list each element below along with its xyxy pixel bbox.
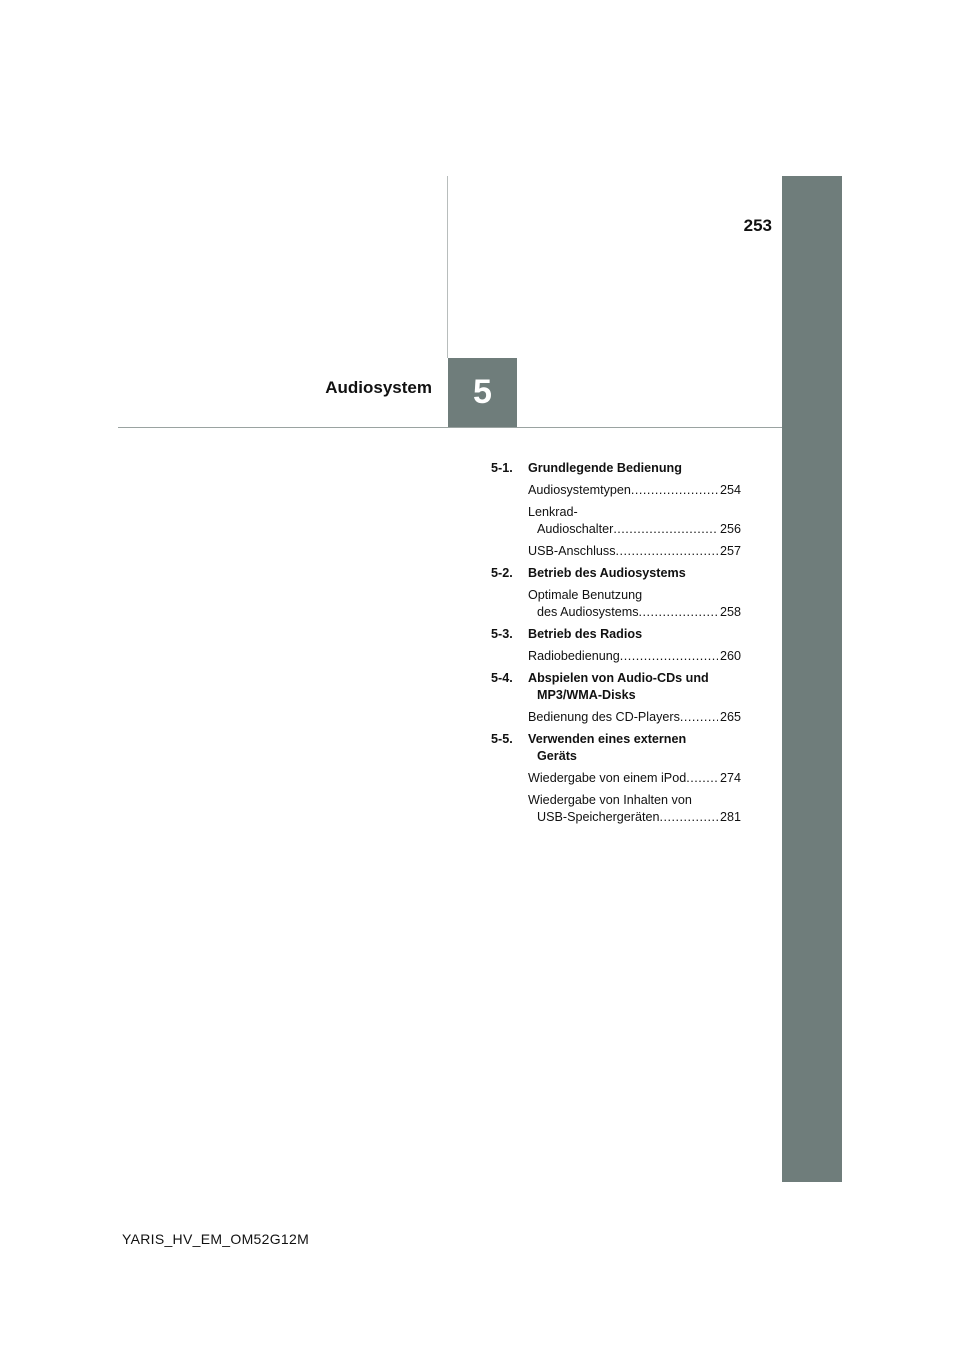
- toc-entry-page: 256: [719, 522, 741, 536]
- toc-entry-page: 281: [719, 810, 741, 824]
- toc-section-title: Grundlegende Bedienung: [528, 461, 682, 475]
- toc-entry-page: 274: [719, 771, 741, 785]
- toc-section-title: Betrieb des Radios: [528, 627, 643, 641]
- toc-section-title: Betrieb des Audiosystems: [528, 566, 686, 580]
- dot-leader: [631, 482, 718, 499]
- toc-section-number: 5-5.: [491, 732, 513, 746]
- toc-section-title: Verwenden eines externen: [528, 732, 687, 746]
- toc-entry[interactable]: [491, 770, 741, 787]
- toc-section: [491, 460, 741, 477]
- toc-entry-text: des Audiosystems: [537, 605, 639, 619]
- toc-section-title: MP3/WMA-Disks: [537, 688, 636, 702]
- vertical-divider: [447, 176, 448, 358]
- toc-entry[interactable]: [491, 482, 741, 499]
- toc-entry-text: USB-Speichergeräten: [537, 810, 660, 824]
- dot-leader: [620, 648, 718, 665]
- toc-section: [491, 565, 741, 582]
- toc-entry-text: Wiedergabe von Inhalten von: [528, 793, 692, 807]
- toc-section: [491, 670, 741, 704]
- table-of-contents: [491, 460, 741, 831]
- toc-entry-text: Radiobedienung: [528, 649, 620, 663]
- chapter-number-box: 5: [448, 358, 517, 427]
- toc-section-title: Abspielen von Audio-CDs und: [528, 671, 709, 685]
- toc-entry-text: Wiedergabe von einem iPod: [528, 771, 687, 785]
- toc-entry[interactable]: [491, 504, 741, 538]
- toc-entry-text: Audiosystemtypen: [528, 483, 631, 497]
- toc-section: [491, 731, 741, 765]
- chapter-title: Audiosystem: [325, 378, 432, 397]
- toc-entry-page: 254: [719, 483, 741, 497]
- toc-entry[interactable]: [491, 709, 741, 726]
- toc-section-title: Geräts: [537, 749, 577, 763]
- toc-entry[interactable]: [491, 648, 741, 665]
- toc-entry[interactable]: [491, 543, 741, 560]
- toc-section-number: 5-1.: [491, 461, 513, 475]
- toc-entry[interactable]: [491, 792, 741, 826]
- toc-entry-page: 258: [719, 605, 741, 619]
- dot-leader: [686, 770, 718, 787]
- toc-entry-page: 260: [719, 649, 741, 663]
- toc-entry-text: Optimale Benutzung: [528, 588, 643, 602]
- toc-section-number: 5-3.: [491, 627, 513, 641]
- dot-leader: [613, 521, 718, 538]
- dot-leader: [639, 604, 718, 621]
- horizontal-divider: [118, 427, 782, 428]
- document-code: YARIS_HV_EM_OM52G12M: [122, 1231, 310, 1247]
- toc-entry-text: Lenkrad-: [528, 505, 578, 519]
- toc-entry-text: Audioschalter: [537, 522, 614, 536]
- toc-section: [491, 626, 741, 643]
- dot-leader: [680, 709, 718, 726]
- toc-entry-page: 257: [719, 544, 741, 558]
- toc-entry-text: USB-Anschluss: [528, 544, 616, 558]
- toc-section-number: 5-2.: [491, 566, 513, 580]
- page-number: 253: [743, 216, 772, 235]
- toc-entry-page: 265: [719, 710, 741, 724]
- dot-leader: [616, 543, 718, 560]
- toc-entry-text: Bedienung des CD-Players: [528, 710, 680, 724]
- dot-leader: [660, 809, 718, 826]
- side-tab-bar: [782, 176, 842, 1182]
- toc-section-number: 5-4.: [491, 671, 513, 685]
- toc-entry[interactable]: [491, 587, 741, 621]
